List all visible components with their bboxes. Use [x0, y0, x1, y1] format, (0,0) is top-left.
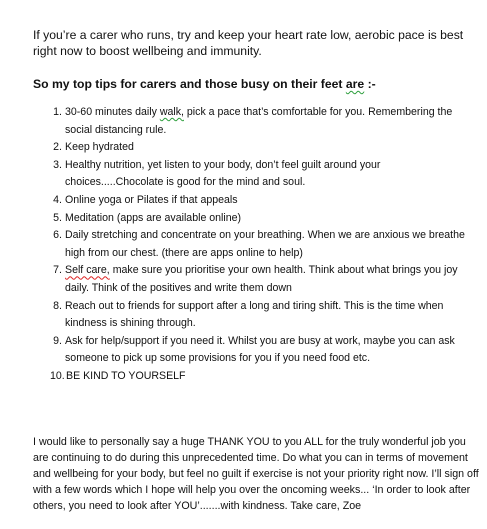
item-number: 9. [53, 334, 62, 347]
item-number: 3. [53, 158, 62, 171]
item-text: Daily stretching and concentrate on your breathing. When we are anxious we breathe high from our chest. (there are apps online to help) [65, 229, 465, 259]
list-item [32, 298, 472, 333]
item-number: 4. [53, 193, 62, 206]
item-text: Meditation (apps are available online) [65, 211, 242, 224]
item-number: 8. [53, 299, 62, 312]
item-text: Reach out to friends for support after a long and tiring shift. This is the time when kindness is shining through. [65, 299, 444, 330]
item-text: pick a pace that’s comfortable for you. Remembering the social distancing rule. [65, 106, 453, 136]
closing-paragraph: I would like to personally say a huge THANK YOU to you ALL for the truly wonderful job you are continuing to do during this unprecedented time. Do what you can in terms of movement and wellbeing for your body, but feel no guilt if exercise is not your priority right now. I’ll sign off with a few words which I hope will help you over the oncoming weeks... ‘In order to look after others, you need to look after YOU’.......with kindness. Take care, Zoe [33, 436, 479, 512]
item-text: BE KIND TO YOURSELF [66, 369, 186, 382]
heading-suffix: :- [364, 77, 376, 91]
item-text-marked: Self care, [65, 264, 110, 277]
item-number: 2. [53, 141, 62, 154]
list-item [32, 227, 472, 262]
item-text: Keep hydrated [65, 141, 134, 154]
list-item [32, 262, 472, 297]
heading-are: are [345, 77, 365, 91]
list-item [32, 104, 472, 139]
item-text-marked: walk, [159, 106, 184, 118]
tips-list [32, 104, 472, 386]
tips-heading [33, 77, 473, 91]
item-text: Healthy nutrition, yet listen to your body, don’t feel guilt around your choices.....Chocolate is good for the mind and soul. [65, 158, 381, 189]
item-number: 1. [53, 106, 62, 118]
list-item [32, 333, 472, 368]
item-text: Online yoga or Pilates if that appeals [65, 193, 238, 206]
item-number: 10. [50, 369, 65, 382]
item-text: Ask for help/support if you need it. Whilst you are busy at work, maybe you can ask someone to pick up some provisions for you if you need food etc. [65, 334, 455, 365]
list-item [32, 139, 472, 157]
item-number: 5. [53, 211, 62, 224]
list-item [32, 157, 472, 192]
item-number: 6. [53, 229, 62, 242]
list-item [32, 192, 472, 210]
list-item [32, 210, 472, 228]
item-text: make sure you prioritise your own health. Think about what brings you joy daily. Think of the positives and write them down [65, 264, 458, 294]
heading-text: So my top tips for carers and those busy on their feet [33, 77, 346, 91]
item-text: 30-60 minutes daily [65, 106, 160, 118]
item-number: 7. [53, 264, 62, 277]
list-item [32, 368, 472, 386]
intro-paragraph: If you’re a carer who runs, try and keep your heart rate low, aerobic pace is best right now to boost wellbeing and immunity. [33, 28, 464, 58]
